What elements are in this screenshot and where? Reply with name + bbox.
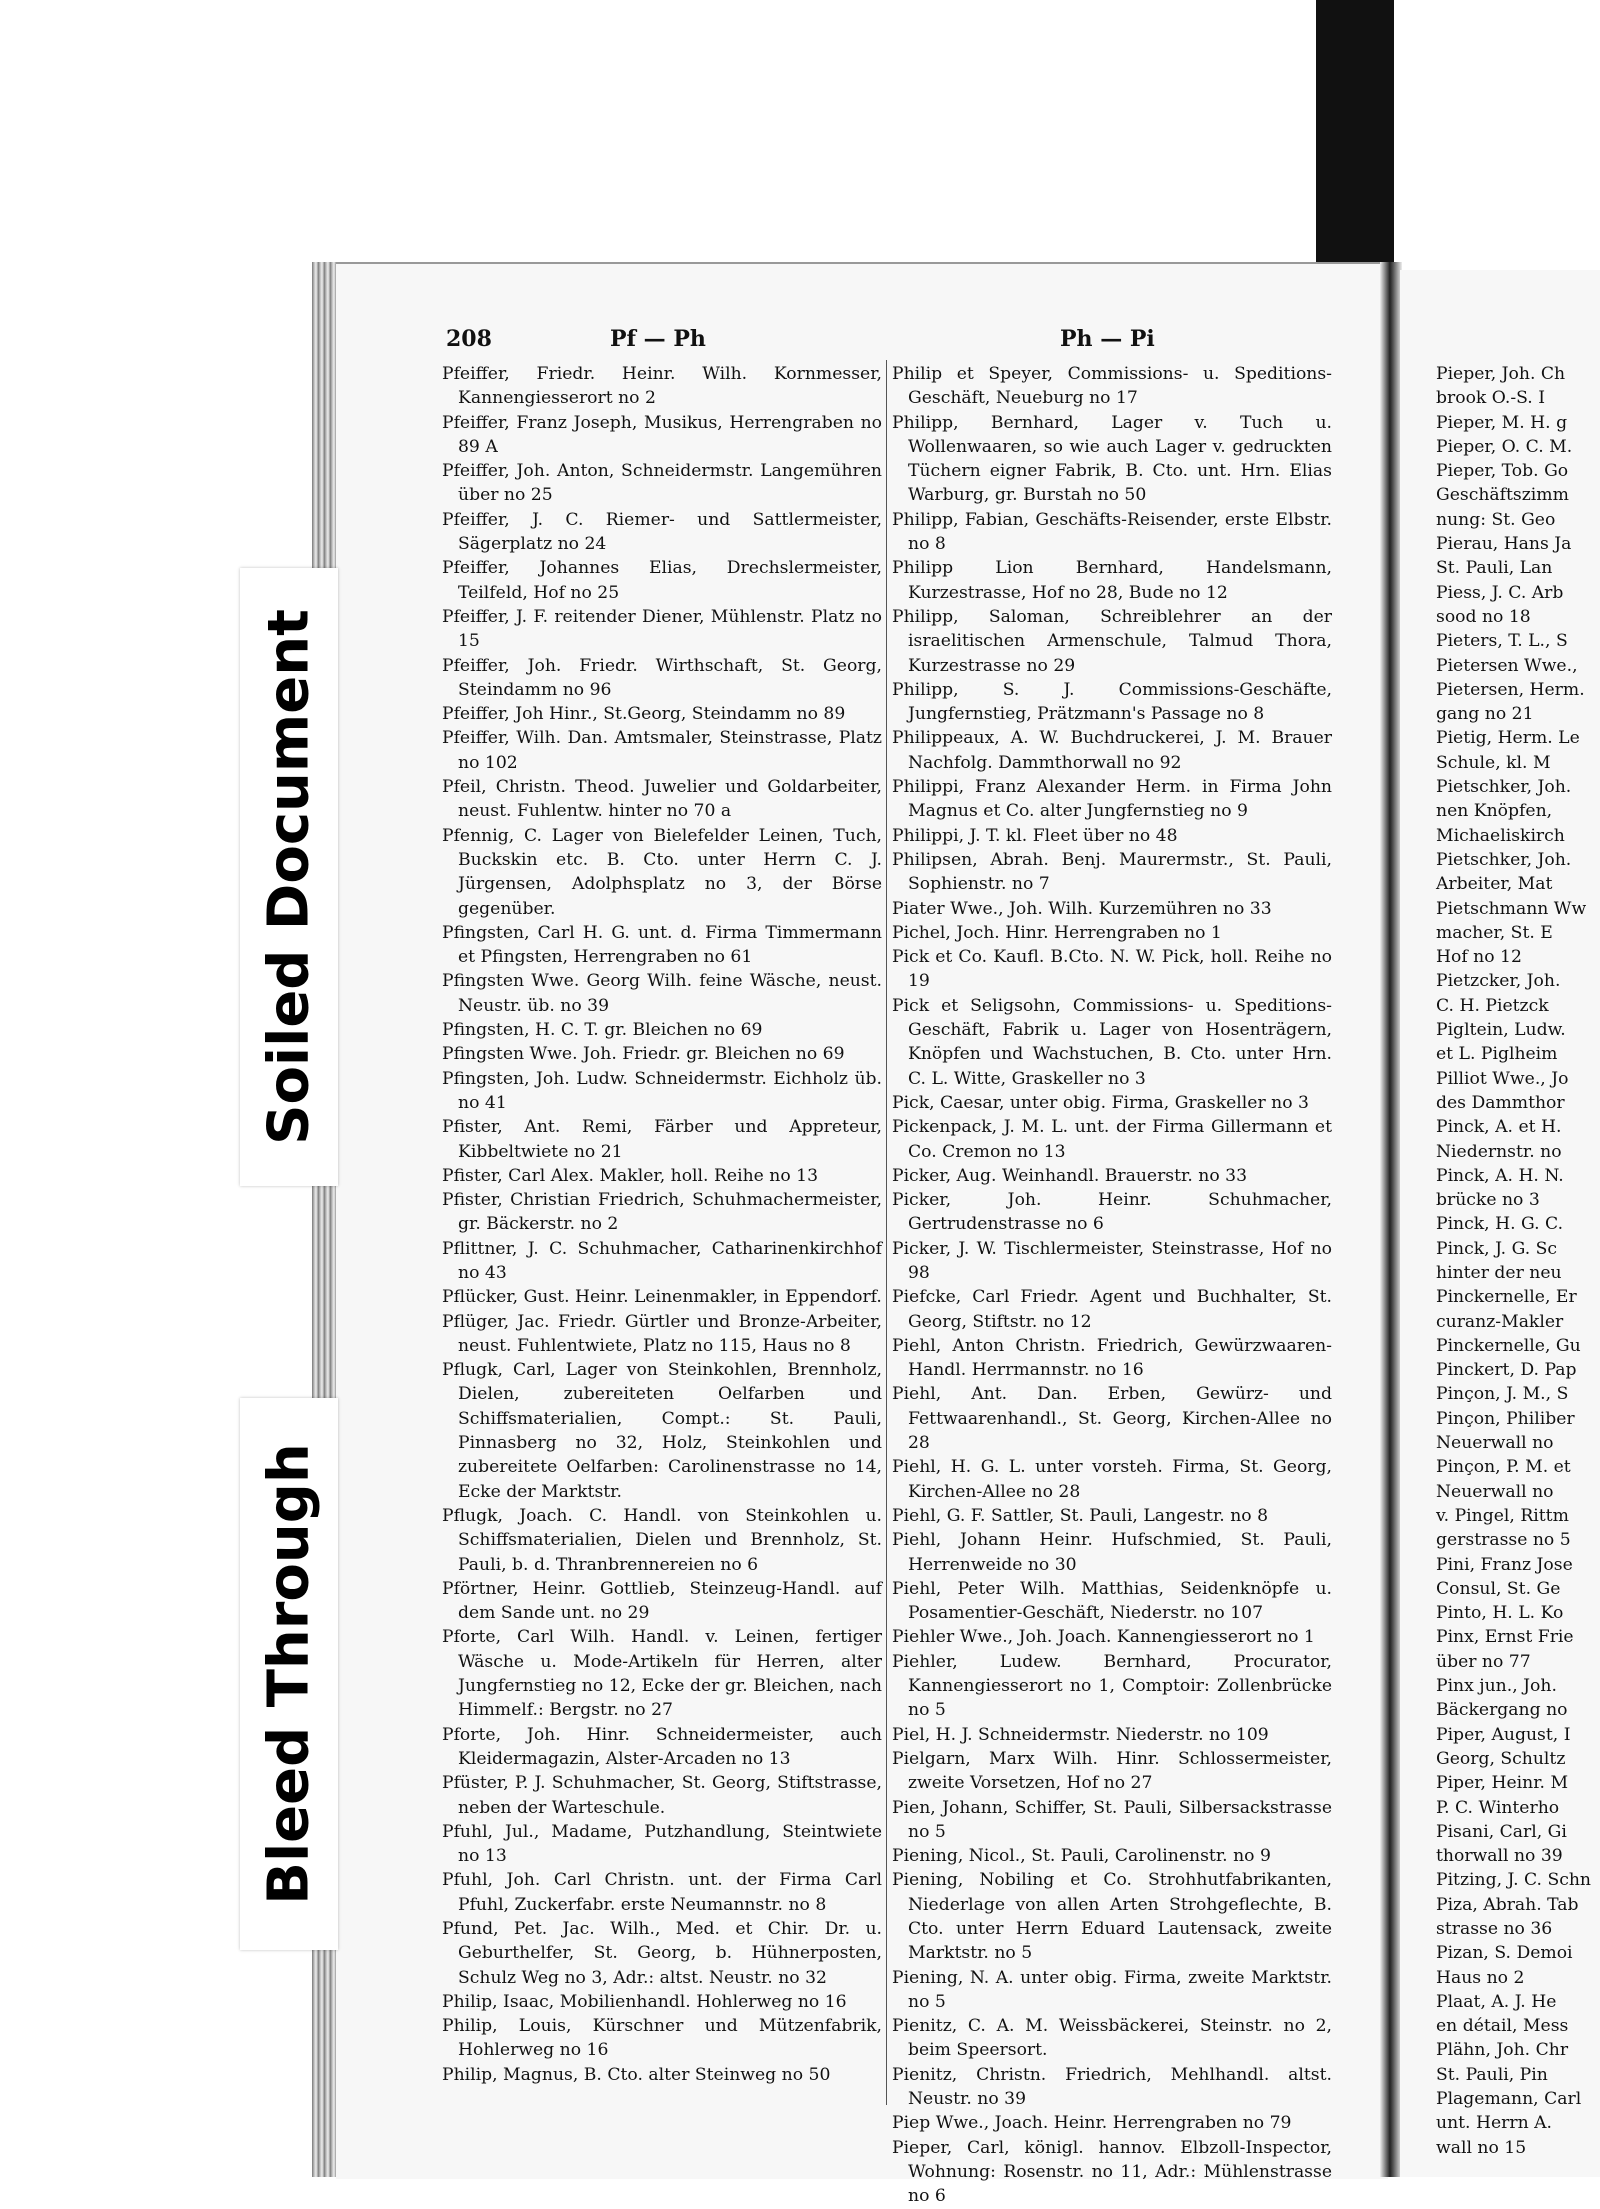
directory-entry: Pierau, Hans Ja: [1436, 534, 1572, 555]
directory-entry: Pfeiffer, Friedr. Heinr. Wilh. Kornmesser, Kannengiesserort no 2: [442, 364, 882, 409]
directory-entry: Pienitz, C. A. M. Weissbäckerei, Steinstr. no 2, beim Speersort.: [892, 2016, 1332, 2061]
directory-entry: Piehl, Peter Wilh. Matthias, Seidenknöpfe u. Posamentier-Geschäft, Niederstr. no 107: [892, 1578, 1332, 1624]
directory-entry: Neuerwall no: [1436, 1433, 1554, 1454]
directory-entry: Philip, Louis, Kürschner und Mützenfabrik, Hohlerweg no 16: [442, 2016, 882, 2061]
directory-entry: Pieper, M. H. g: [1436, 412, 1568, 433]
directory-entry: nen Knöpfen,: [1436, 801, 1553, 822]
directory-entry: Pfeiffer, Wilh. Dan. Amtsmaler, Steinstrasse, Platz no 102: [442, 728, 882, 773]
directory-entry: Pflugk, Carl, Lager von Steinkohlen, Brennholz, Dielen, zubereiteten Oelfarben und Schiffsmaterialien, Compt.: St. Pauli, Pinnasberg no 32, Holz, Steinkohlen und zubereitete Oelfarben: Carolinenstrasse no 14, Ecke der Marktstr.: [442, 1360, 882, 1502]
directory-entry: Pieper, Carl, königl. hannov. Elbzoll-Inspector, Wohnung: Rosenstr. no 11, Adr.: Mühlenstrasse no 6: [892, 2137, 1332, 2207]
directory-entry: Bäckergang no: [1436, 1700, 1568, 1721]
directory-entry: Pfeiffer, J. C. Riemer- und Sattlermeister, Sägerplatz no 24: [442, 509, 882, 555]
column-separator: [886, 360, 887, 2105]
right-column: [892, 362, 1332, 2209]
directory-entry: Piep Wwe., Joach. Heinr. Herrengraben no 79: [892, 2113, 1292, 2134]
directory-entry: Piehler Wwe., Joh. Joach. Kannengiesserort no 1: [892, 1627, 1315, 1648]
directory-entry: Pietersen, Herm.: [1436, 679, 1585, 700]
directory-entry: Consul, St. Ge: [1436, 1578, 1561, 1599]
directory-entry: Georg, Schultz: [1436, 1748, 1566, 1769]
directory-entry: nung: St. Geo: [1436, 509, 1556, 530]
directory-entry: Pietzcker, Joh.: [1436, 971, 1561, 992]
directory-entry: en détail, Mess: [1436, 2016, 1569, 2037]
directory-entry: curanz-Makler: [1436, 1311, 1564, 1332]
directory-entry: Piening, N. A. unter obig. Firma, zweite Marktstr. no 5: [892, 1967, 1332, 2012]
directory-entry: über no 77: [1436, 1651, 1531, 1672]
soiled-document-tag: [240, 568, 338, 1186]
directory-entry: Pflücker, Gust. Heinr. Leinenmakler, in Eppendorf.: [442, 1287, 882, 1308]
directory-entry: Plaat, A. J. He: [1436, 1991, 1557, 2012]
directory-entry: Philipsen, Abrah. Benj. Maurermstr., St. Pauli, Sophienstr. no 7: [892, 849, 1332, 895]
directory-entry: macher, St. E: [1436, 922, 1553, 943]
directory-entry: Pinck, A. et H.: [1436, 1117, 1562, 1138]
directory-entry: des Dammthor: [1436, 1092, 1565, 1113]
directory-entry: Pinckernelle, Er: [1436, 1287, 1577, 1308]
bleed-through-label: Bleed Through: [256, 1443, 322, 1905]
directory-entry: Pielgarn, Marx Wilh. Hinr. Schlossermeister, zweite Vorsetzen, Hof no 27: [892, 1748, 1332, 1794]
directory-entry: Piza, Abrah. Tab: [1436, 1894, 1579, 1915]
directory-entry: brücke no 3: [1436, 1190, 1540, 1211]
book-gutter: [1380, 262, 1402, 2177]
directory-entry: Pfuhl, Joh. Carl Christn. unt. der Firma Carl Pfuhl, Zuckerfabr. erste Neumannstr. no 8: [442, 1870, 882, 1915]
directory-entry: Pietschker, Joh.: [1436, 777, 1572, 798]
directory-entry: Picker, Aug. Weinhandl. Brauerstr. no 33: [892, 1165, 1248, 1186]
directory-entry: Pinck, J. G. Sc: [1436, 1238, 1558, 1259]
right-column-heading: Ph — Pi: [1060, 326, 1155, 352]
next-page-column: [1436, 362, 1600, 2160]
directory-entry: St. Pauli, Lan: [1436, 558, 1553, 579]
directory-entry: Piening, Nicol., St. Pauli, Carolinenstr. no 9: [892, 1846, 1271, 1867]
directory-entry: Piehl, G. F. Sattler, St. Pauli, Langestr. no 8: [892, 1505, 1269, 1526]
directory-entry: et L. Piglheim: [1436, 1044, 1558, 1065]
directory-entry: Pfingsten, Carl H. G. unt. d. Firma Timmermann et Pfingsten, Herrengraben no 61: [442, 922, 882, 968]
directory-entry: Pickenpack, J. M. L. unt. der Firma Gillermann et Co. Cremon no 13: [892, 1117, 1332, 1162]
directory-entry: Pinto, H. L. Ko: [1436, 1603, 1564, 1624]
directory-entry: Haus no 2: [1436, 1967, 1525, 1988]
directory-entry: thorwall no 39: [1436, 1846, 1563, 1867]
directory-entry: Piefcke, Carl Friedr. Agent und Buchhalter, St. Georg, Stiftstr. no 12: [892, 1287, 1332, 1332]
directory-entry: unt. Herrn A.: [1436, 2113, 1552, 2134]
directory-entry: Pfennig, C. Lager von Bielefelder Leinen, Tuch, Buckskin etc. B. Cto. unter Herrn C. J. Jürgensen, Adolphsplatz no 3, der Börse gegenüber.: [442, 825, 882, 919]
directory-entry: St. Pauli, Pin: [1436, 2064, 1548, 2085]
directory-entry: Philippeaux, A. W. Buchdruckerei, J. M. Brauer Nachfolg. Dammthorwall no 92: [892, 728, 1332, 773]
directory-entry: Pinçon, P. M. et: [1436, 1457, 1571, 1478]
directory-entry: Piehl, Johann Heinr. Hufschmied, St. Pauli, Herrenweide no 30: [892, 1530, 1332, 1575]
directory-entry: Pfister, Christian Friedrich, Schuhmachermeister, gr. Bäckerstr. no 2: [442, 1190, 882, 1235]
directory-entry: brook O.-S. I: [1436, 388, 1546, 409]
directory-entry: Pförtner, Heinr. Gottlieb, Steinzeug-Handl. auf dem Sande unt. no 29: [442, 1578, 882, 1624]
directory-entry: Pforte, Joh. Hinr. Schneidermeister, auch Kleidermagazin, Alster-Arcaden no 13: [442, 1724, 882, 1769]
directory-entry: Philip et Speyer, Commissions- u. Speditions-Geschäft, Neueburg no 17: [892, 364, 1332, 409]
directory-entry: Philipp, Fabian, Geschäfts-Reisender, erste Elbstr. no 8: [892, 509, 1332, 555]
directory-entry: Philippi, Franz Alexander Herm. in Firma John Magnus et Co. alter Jungfernstieg no 9: [892, 777, 1332, 822]
directory-entry: Pfeiffer, Joh. Friedr. Wirthschaft, St. Georg, Steindamm no 96: [442, 655, 882, 700]
directory-entry: Pietig, Herm. Le: [1436, 728, 1580, 749]
directory-entry: Piehler, Ludew. Bernhard, Procurator, Kannengiesserort no 1, Comptoir: Zollenbrücke no 5: [892, 1651, 1332, 1721]
directory-entry: Philip, Magnus, B. Cto. alter Steinweg no 50: [442, 2064, 831, 2085]
directory-entry: Pitzing, J. C. Schn: [1436, 1870, 1592, 1891]
directory-entry: Pfingsten, H. C. T. gr. Bleichen no 69: [442, 1020, 763, 1041]
directory-entry: Pinçon, Philiber: [1436, 1408, 1575, 1429]
directory-entry: hinter der neu: [1436, 1262, 1562, 1283]
directory-entry: Pfeiffer, J. F. reitender Diener, Mühlenstr. Platz no 15: [442, 606, 882, 652]
soiled-document-label: Soiled Document: [256, 609, 322, 1145]
directory-entry: Pflittner, J. C. Schuhmacher, Catharinenkirchhof no 43: [442, 1238, 882, 1283]
left-column-heading: Pf — Ph: [610, 326, 706, 352]
directory-entry: Pietschker, Joh.: [1436, 849, 1572, 870]
directory-entry: Piel, H. J. Schneidermstr. Niederstr. no 109: [892, 1724, 1269, 1745]
directory-entry: Pfuhl, Jul., Madame, Putzhandlung, Steintwiete no 13: [442, 1821, 882, 1867]
directory-entry: Piater Wwe., Joh. Wilh. Kurzemühren no 33: [892, 898, 1272, 919]
directory-entry: Philipp, Bernhard, Lager v. Tuch u. Wollenwaaren, so wie auch Lager v. gedruckten Tüchern eigner Fabrik, B. Cto. unt. Hrn. Elias Warburg, gr. Burstah no 50: [892, 412, 1332, 506]
directory-entry: Pfeil, Christn. Theod. Juwelier und Goldarbeiter, neust. Fuhlentw. hinter no 70 a: [442, 777, 882, 822]
directory-entry: Plähn, Joh. Chr: [1436, 2040, 1569, 2061]
directory-entry: Piehl, H. G. L. unter vorsteh. Firma, St. Georg, Kirchen-Allee no 28: [892, 1457, 1332, 1502]
directory-entry: Philippi, J. T. kl. Fleet über no 48: [892, 825, 1178, 846]
directory-entry: Pfingsten, Joh. Ludw. Schneidermstr. Eichholz üb. no 41: [442, 1068, 882, 1113]
directory-entry: strasse no 36: [1436, 1919, 1553, 1939]
directory-entry: Geschäftszimm: [1436, 485, 1569, 506]
directory-entry: Pilliot Wwe., Jo: [1436, 1068, 1569, 1089]
directory-entry: Piehl, Anton Christn. Friedrich, Gewürzwaaren-Handl. Herrmannstr. no 16: [892, 1335, 1332, 1381]
directory-entry: C. H. Pietzck: [1436, 995, 1549, 1016]
directory-entry: Pflugk, Joach. C. Handl. von Steinkohlen u. Schiffsmaterialien, Dielen und Brennholz, St. Pauli, b. d. Thranbrennereien no 6: [442, 1505, 882, 1575]
directory-entry: Piper, August, I: [1436, 1724, 1571, 1745]
directory-entry: Pfüster, P. J. Schuhmacher, St. Georg, Stiftstrasse, neben der Warteschule.: [442, 1773, 882, 1818]
directory-entry: Pinckernelle, Gu: [1436, 1335, 1581, 1356]
directory-entry: Pfeiffer, Johannes Elias, Drechslermeister, Teilfeld, Hof no 25: [442, 558, 882, 603]
directory-entry: Pfister, Ant. Remi, Färber und Appreteur, Kibbeltwiete no 21: [442, 1117, 882, 1162]
directory-entry: Pienitz, Christn. Friedrich, Mehlhandl. altst. Neustr. no 39: [892, 2064, 1332, 2110]
directory-entry: v. Pingel, Rittm: [1436, 1505, 1569, 1526]
directory-entry: Pfeiffer, Joh. Anton, Schneidermstr. Langemühren über no 25: [442, 461, 882, 506]
directory-entry: Pizan, S. Demoi: [1436, 1943, 1573, 1964]
directory-entry: sood no 18: [1436, 606, 1531, 627]
directory-entry: Pietersen Wwe.,: [1436, 655, 1578, 676]
directory-entry: Pinx, Ernst Frie: [1436, 1627, 1574, 1648]
directory-entry: gerstrasse no 5: [1436, 1530, 1571, 1551]
directory-entry: Pinck, A. H. N.: [1436, 1165, 1564, 1186]
bleed-through-tag: [240, 1398, 338, 1950]
left-column: [442, 362, 882, 2087]
directory-entry: Pigltein, Ludw.: [1436, 1020, 1566, 1041]
directory-entry: Philipp Lion Bernhard, Handelsmann, Kurzestrasse, Hof no 28, Bude no 12: [892, 558, 1332, 603]
directory-entry: Piper, Heinr. M: [1436, 1773, 1569, 1794]
directory-entry: Pick, Caesar, unter obig. Firma, Graskeller no 3: [892, 1092, 1309, 1113]
directory-entry: Arbeiter, Mat: [1436, 874, 1553, 895]
directory-entry: Pinck, H. G. C.: [1436, 1214, 1564, 1235]
directory-entry: P. C. Winterho: [1436, 1797, 1560, 1818]
book-spine-shadow: [1316, 0, 1394, 300]
directory-entry: Pieper, Tob. Go: [1436, 461, 1569, 482]
directory-entry: Piehl, Ant. Dan. Erben, Gewürz- und Fettwaarenhandl., St. Georg, Kirchen-Allee no 28: [892, 1384, 1332, 1454]
directory-entry: Pfund, Pet. Jac. Wilh., Med. et Chir. Dr. u. Geburthelfer, St. Georg, b. Hühnerposten, Schulz Weg no 3, Adr.: altst. Neustr. no 32: [442, 1919, 882, 1988]
directory-entry: Pien, Johann, Schiffer, St. Pauli, Silbersackstrasse no 5: [892, 1797, 1332, 1842]
directory-entry: gang no 21: [1436, 704, 1534, 725]
directory-entry: Schule, kl. M: [1436, 752, 1551, 773]
directory-entry: Picker, J. W. Tischlermeister, Steinstrasse, Hof no 98: [892, 1238, 1332, 1283]
directory-entry: Pini, Franz Jose: [1436, 1554, 1573, 1575]
directory-entry: Pieters, T. L., S: [1436, 631, 1568, 652]
directory-entry: Pflüger, Jac. Friedr. Gürtler und Bronze-Arbeiter, neust. Fuhlentwiete, Platz no 115, Haus no 8: [442, 1311, 882, 1356]
directory-entry: Pfister, Carl Alex. Makler, holl. Reihe no 13: [442, 1165, 819, 1186]
page-number: 208: [446, 326, 492, 352]
directory-entry: Pforte, Carl Wilh. Handl. v. Leinen, fertiger Wäsche u. Mode-Artikeln für Herren, alter Jungfernstieg no 12, Ecke der gr. Bleichen, nach Himmelf.: Bergstr. no 27: [442, 1627, 882, 1721]
directory-entry: Pieper, Joh. Ch: [1436, 364, 1566, 384]
directory-entry: Neuerwall no: [1436, 1481, 1554, 1502]
directory-entry: Pfeiffer, Joh Hinr., St.Georg, Steindamm no 89: [442, 704, 846, 725]
directory-entry: Piess, J. C. Arb: [1436, 582, 1564, 603]
directory-entry: Pfingsten Wwe. Georg Wilh. feine Wäsche, neust. Neustr. üb. no 39: [442, 971, 882, 1016]
directory-entry: Pinx jun., Joh.: [1436, 1676, 1557, 1697]
directory-entry: Pietschmann Ww: [1436, 898, 1587, 919]
directory-entry: Picker, Joh. Heinr. Schuhmacher, Gertrudenstrasse no 6: [892, 1190, 1332, 1235]
directory-entry: Philip, Isaac, Mobilienhandl. Hohlerweg no 16: [442, 1991, 847, 2012]
directory-entry: Pfingsten Wwe. Joh. Friedr. gr. Bleichen no 69: [442, 1044, 845, 1065]
directory-entry: wall no 15: [1436, 2137, 1527, 2158]
directory-entry: Hof no 12: [1436, 947, 1522, 968]
directory-entry: Pinçon, J. M., S: [1436, 1384, 1569, 1405]
directory-entry: Pieper, O. C. M.: [1436, 436, 1573, 457]
directory-entry: Michaeliskirch: [1436, 825, 1565, 846]
directory-entry: Philipp, Saloman, Schreiblehrer an der israelitischen Armenschule, Talmud Thora, Kurzestrasse no 29: [892, 606, 1332, 676]
directory-entry: Philipp, S. J. Commissions-Geschäfte, Jungfernstieg, Prätzmann's Passage no 8: [892, 679, 1332, 725]
directory-entry: Plagemann, Carl: [1436, 2089, 1582, 2110]
directory-entry: Pick et Seligsohn, Commissions- u. Speditions-Geschäft, Fabrik u. Lager von Hosenträgern, Knöpfen und Wachstuchen, B. Cto. unter Hrn. C. L. Witte, Graskeller no 3: [892, 995, 1332, 1089]
directory-entry: Pichel, Joch. Hinr. Herrengraben no 1: [892, 922, 1222, 943]
directory-entry: Niedernstr. no: [1436, 1141, 1562, 1162]
directory-entry: Pisani, Carl, Gi: [1436, 1821, 1567, 1842]
directory-entry: Piening, Nobiling et Co. Strohhutfabrikanten, Niederlage von allen Arten Strohgeflechte, B. Cto. unter Herrn Eduard Lautensack, zweite Marktstr. no 5: [892, 1870, 1332, 1964]
directory-entry: Pick et Co. Kaufl. B.Cto. N. W. Pick, holl. Reihe no 19: [892, 947, 1332, 992]
directory-entry: Pinckert, D. Pap: [1436, 1360, 1577, 1381]
directory-entry: Pfeiffer, Franz Joseph, Musikus, Herrengraben no 89 A: [442, 412, 882, 457]
